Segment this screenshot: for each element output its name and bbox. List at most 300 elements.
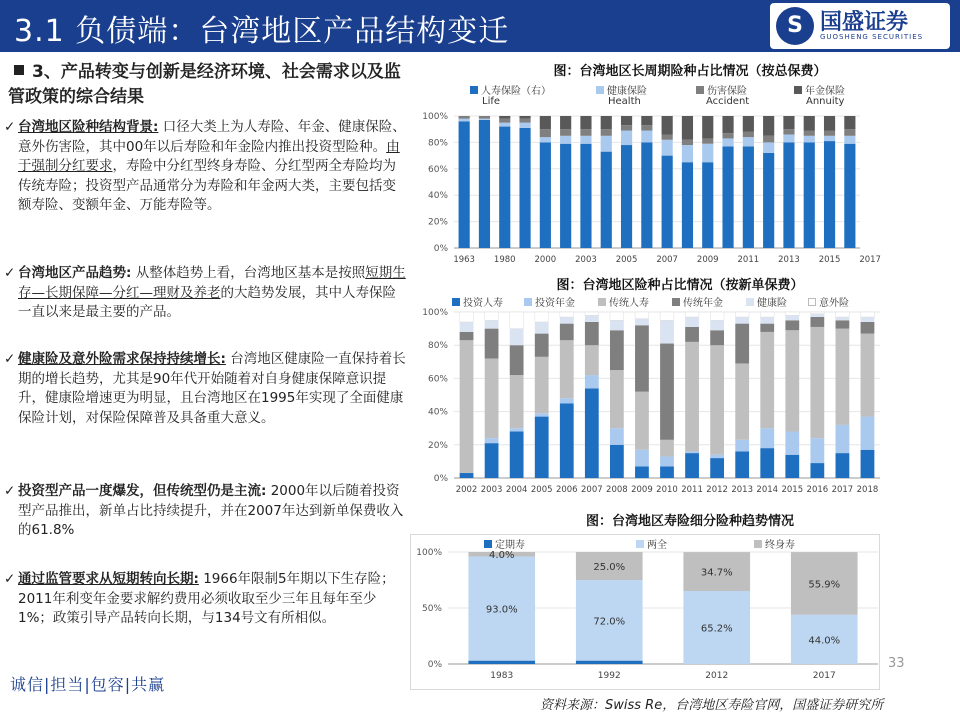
legend-item: 传统人寿 (598, 294, 649, 309)
bar-segment (722, 133, 733, 138)
bar-segment (485, 358, 499, 438)
bar-segment (468, 661, 535, 664)
legend-swatch (794, 86, 802, 94)
bar-segment (635, 312, 649, 319)
bar-segment (702, 138, 713, 143)
bar-segment (560, 116, 571, 129)
bar-segment (836, 317, 850, 320)
bar-segment (804, 136, 815, 143)
x-tick-label: 2009 (696, 255, 719, 265)
x-tick-label: 1983 (490, 671, 514, 681)
bar-segment (479, 119, 490, 120)
bar-segment (560, 317, 574, 324)
bar-segment (662, 134, 673, 139)
data-label: 72.0% (593, 616, 626, 628)
x-tick-label: 2018 (856, 485, 879, 495)
bar-segment (735, 440, 749, 452)
x-tick-label: 2014 (756, 485, 779, 495)
bar-segment (824, 141, 835, 248)
bar-segment (662, 116, 673, 134)
x-tick-label: 2012 (706, 485, 728, 495)
bar-segment (735, 324, 749, 364)
bar-segment (635, 466, 649, 478)
bar-segment (702, 162, 713, 248)
legend-swatch (746, 298, 754, 306)
source-note: 资料来源：Swiss Re，台湾地区寿险官网，国盛证券研究所 (540, 698, 884, 713)
bar-segment (735, 317, 749, 324)
bar-segment (560, 398, 574, 403)
check-icon: ✓ (4, 483, 16, 499)
legend-swatch (452, 298, 460, 306)
legend-en: Health (608, 96, 641, 107)
x-tick-label: 2005 (530, 485, 553, 495)
bar-segment (459, 119, 470, 122)
bar-segment (710, 312, 724, 320)
bar-segment (641, 142, 652, 248)
bar-segment (785, 432, 799, 455)
bar-segment (621, 116, 632, 125)
chart1-title: 图：台湾地区长周期险种占比情况（按总保费） (553, 64, 827, 79)
bar-segment (760, 448, 774, 478)
data-label: 34.7% (700, 567, 733, 579)
bullet-2-bold: 台湾地区产品趋势: (18, 265, 132, 281)
bar-segment (641, 116, 652, 125)
bar-segment (499, 123, 510, 127)
legend-item: 投资年金 (524, 294, 575, 309)
x-tick-label: 2000 (534, 255, 557, 265)
legend-item: 终身寿 (754, 536, 795, 551)
bar-segment (510, 312, 524, 329)
chart2-plot (420, 306, 880, 502)
y-tick-label: 20% (427, 217, 448, 228)
bar-segment (710, 320, 724, 330)
x-tick-label: 2005 (615, 255, 638, 265)
bar-segment (785, 320, 799, 330)
legend-item: 定期寿 (484, 536, 525, 551)
bar-segment (804, 116, 815, 131)
bar-segment (641, 131, 652, 143)
bar-segment (460, 312, 474, 322)
bar-segment (635, 319, 649, 326)
bar-segment (460, 322, 474, 332)
legend-item: 伤害保险 (696, 82, 747, 97)
bar-segment (540, 129, 551, 137)
x-tick-label: 2006 (555, 485, 578, 495)
bar-segment (861, 417, 875, 450)
bar-segment (510, 432, 524, 478)
x-tick-label: 2015 (818, 255, 841, 265)
y-tick-label: 100% (422, 112, 448, 122)
bar-segment (810, 327, 824, 438)
bar-segment (485, 320, 499, 328)
bar-segment (836, 453, 850, 478)
bar-segment (519, 128, 530, 248)
bar-segment (585, 315, 599, 322)
bullet-1 (4, 118, 406, 216)
x-tick-label: 2007 (656, 255, 678, 265)
x-tick-label: 1992 (597, 671, 621, 681)
check-icon: ✓ (4, 265, 16, 281)
bar-segment (499, 127, 510, 248)
bullet-3 (4, 350, 406, 428)
legend-en: Life (482, 96, 501, 107)
bar-segment (861, 317, 875, 322)
x-tick-label: 2010 (656, 485, 678, 495)
x-tick-label: 2008 (606, 485, 628, 495)
y-tick-label: 20% (427, 440, 448, 451)
bar-segment (662, 140, 673, 156)
legend-item: 两全 (636, 536, 667, 551)
bar-segment (760, 324, 774, 332)
bullet-1-text: 口径大类上为人寿险、年金、健康保险、意外伤害险，其中00年以后寿险和年金险内推出投资型险种。 (18, 119, 406, 155)
bar-segment (479, 116, 490, 119)
bar-segment (485, 438, 499, 443)
section-heading: 3、产品转变与创新是经济环境、社会需求以及监管政策的综合结果 (8, 62, 401, 107)
legend-item: 健康险 (746, 294, 787, 309)
legend-item: 意外险 (808, 294, 849, 309)
bar-segment (682, 145, 693, 162)
bar-segment (722, 116, 733, 133)
bar-segment (824, 116, 835, 131)
bar-segment (660, 466, 674, 478)
bar-segment (519, 116, 530, 119)
x-tick-label: 2013 (778, 255, 800, 265)
bar-segment (743, 146, 754, 248)
bar-segment (810, 314, 824, 317)
bar-segment (660, 440, 674, 457)
y-tick-label: 100% (422, 308, 448, 318)
chart2-title: 图：台湾地区险种占比情况（按新单保费） (556, 278, 804, 293)
bar-segment (702, 116, 713, 138)
bar-segment (660, 320, 674, 343)
x-tick-label: 2017 (812, 671, 836, 681)
bar-segment (783, 134, 794, 142)
bar-segment (660, 312, 674, 320)
data-label: 4.0% (489, 550, 515, 562)
bar-segment (535, 413, 549, 416)
bar-segment (662, 156, 673, 248)
data-label: 55.9% (808, 579, 841, 591)
x-tick-label: 2012 (705, 671, 729, 681)
bar-segment (844, 136, 855, 144)
bar-segment (635, 325, 649, 391)
bar-segment (641, 125, 652, 130)
bullet-4-bold: 投资型产品一度爆发，但传统型仍是主流: (18, 483, 267, 499)
bar-segment (685, 317, 699, 327)
legend-item: 传统年金 (672, 294, 723, 309)
bar-segment (601, 116, 612, 129)
bar-segment (682, 140, 693, 145)
bar-segment (510, 428, 524, 431)
bar-segment (763, 116, 774, 136)
data-label: 44.0% (808, 635, 841, 647)
y-tick-label: 60% (427, 374, 448, 385)
bar-segment (760, 317, 774, 324)
bar-segment (460, 340, 474, 473)
bar-segment (810, 312, 824, 314)
title-bar (0, 0, 960, 52)
bullet-1-text2: ，寿险中分红型终身寿险、分红型两全寿险均为传统寿险；投资型产品通常分为寿险和年金两大类，主要包括变额寿险、变额年金、万能寿险等。 (18, 158, 396, 213)
bar-segment (510, 329, 524, 346)
y-tick-label: 80% (427, 138, 448, 149)
bar-segment (585, 345, 599, 375)
bar-segment (535, 417, 549, 478)
bar-segment (621, 125, 632, 130)
legend-item: 健康保险 (596, 82, 647, 97)
bar-segment (836, 425, 850, 453)
bar-segment (685, 451, 699, 453)
bullet-5-text: 1966年限制5年期以下生存险；2011年利变年金要求解约费用必须收取至少三年且每年至少1%；政策引导产品转向长期，与134号文有所相似。 (18, 571, 395, 626)
logo-text: 国盛证券 (820, 10, 909, 35)
check-icon: ✓ (4, 571, 16, 587)
bar-segment (861, 312, 875, 317)
bar-segment (685, 453, 699, 478)
bar-segment (783, 116, 794, 129)
bar-segment (560, 340, 574, 398)
bar-segment (844, 144, 855, 248)
bar-segment (710, 330, 724, 345)
bar-segment (702, 144, 713, 162)
chart3-title: 图：台湾地区寿险细分险种趋势情况 (585, 514, 794, 529)
bar-segment (635, 392, 649, 450)
x-tick-label: 2002 (455, 485, 478, 495)
legend-swatch (524, 298, 532, 306)
bullet-4-text: 2000年以后随着投资型产品推出，新单占比持续提升，并在2007年达到新单保费收入的61.8% (18, 483, 404, 538)
bar-segment (560, 129, 571, 136)
bar-segment (560, 144, 571, 248)
bar-segment (760, 332, 774, 428)
bar-segment (804, 131, 815, 136)
bar-segment (710, 345, 724, 455)
bar-segment (743, 132, 754, 137)
bar-segment (685, 327, 699, 342)
bar-segment (785, 315, 799, 320)
bar-segment (810, 317, 824, 327)
bar-segment (621, 145, 632, 248)
bar-segment (610, 330, 624, 370)
y-tick-label: 0% (427, 660, 442, 670)
x-tick-label: 2004 (505, 485, 528, 495)
bar-segment (510, 375, 524, 428)
chart1-legend (470, 82, 950, 110)
bar-segment (519, 119, 530, 123)
bar-segment (760, 428, 774, 448)
bar-segment (763, 142, 774, 153)
y-tick-label: 40% (427, 191, 448, 202)
y-tick-label: 50% (421, 604, 442, 614)
bar-segment (635, 450, 649, 467)
bar-segment (460, 332, 474, 340)
x-tick-label: 2017 (859, 255, 881, 265)
bar-segment (660, 344, 674, 440)
bar-segment (861, 322, 875, 334)
logo-mark-icon: S (776, 7, 814, 45)
x-tick-label: 2007 (581, 485, 603, 495)
bar-segment (585, 375, 599, 388)
page-number: 33 (888, 656, 905, 671)
bar-segment (499, 116, 510, 119)
x-tick-label: 2011 (737, 255, 760, 265)
bar-segment (485, 329, 499, 359)
bar-segment (610, 428, 624, 445)
bar-segment (735, 312, 749, 317)
y-tick-label: 60% (427, 164, 448, 175)
chart3-plot (410, 540, 880, 690)
bar-segment (499, 119, 510, 123)
bar-segment (824, 136, 835, 141)
page-title: 3.1 负债端：台湾地区产品结构变迁 (14, 14, 510, 49)
bar-segment (682, 162, 693, 248)
x-tick-label: 2003 (575, 255, 597, 265)
bar-segment (844, 116, 855, 129)
bar-segment (660, 456, 674, 466)
bar-segment (601, 152, 612, 248)
bar-segment (722, 138, 733, 146)
bar-segment (783, 142, 794, 248)
y-tick-label: 0% (433, 244, 448, 254)
bar-segment (540, 137, 551, 142)
legend-item: 人寿保险（右） (470, 82, 551, 97)
legend-en: Accident (706, 96, 750, 107)
legend-item: 年金保险 (794, 82, 845, 97)
bar-segment (580, 144, 591, 248)
bar-segment (610, 312, 624, 320)
legend-swatch (596, 86, 604, 94)
bar-segment (479, 120, 490, 248)
x-tick-label: 2015 (781, 485, 804, 495)
y-tick-label: 40% (427, 407, 448, 418)
x-tick-label: 2011 (681, 485, 703, 495)
bar-segment (560, 136, 571, 144)
bar-segment (535, 312, 549, 322)
bar-segment (836, 329, 850, 425)
legend-swatch (470, 86, 478, 94)
bar-segment (735, 363, 749, 439)
company-logo (770, 3, 950, 49)
bar-segment (785, 330, 799, 431)
bar-segment (836, 320, 850, 328)
bar-segment (785, 312, 799, 315)
bar-segment (785, 455, 799, 478)
bar-segment (460, 473, 474, 478)
bar-segment (621, 131, 632, 146)
bar-segment (519, 123, 530, 128)
bullet-3-text: 台湾地区健康险一直保持着长期的增长趋势，尤其是90年代开始随着对自身健康保障意识提升，健康险增速更为明显，且台湾地区在1995年实现了全面健康保险计划，对保险保障普及具备重大意义。 (18, 351, 406, 426)
bar-segment (585, 312, 599, 315)
bar-segment (485, 312, 499, 320)
y-tick-label: 80% (427, 341, 448, 352)
chart1-plot (420, 110, 881, 270)
bar-segment (535, 334, 549, 357)
bar-segment (861, 334, 875, 417)
bar-segment (535, 322, 549, 334)
bar-segment (710, 458, 724, 478)
bar-segment (560, 312, 574, 317)
bar-segment (810, 438, 824, 463)
bullet-1-underline: 由于强制分红要求 (18, 138, 400, 174)
bar-segment (861, 450, 875, 478)
check-icon: ✓ (4, 119, 16, 135)
bar-segment (804, 142, 815, 248)
bar-segment (682, 116, 693, 140)
bar-segment (580, 129, 591, 136)
text-panel (0, 54, 408, 720)
square-bullet-icon (14, 65, 24, 75)
bar-segment (735, 451, 749, 478)
bar-segment (610, 370, 624, 428)
bar-segment (810, 463, 824, 478)
x-tick-label: 2016 (806, 485, 829, 495)
bullet-5-bold: 通过监管要求从短期转向长期: (18, 571, 199, 587)
bar-segment (710, 455, 724, 458)
y-tick-label: 100% (416, 548, 442, 558)
bar-segment (685, 312, 699, 317)
bar-segment (743, 116, 754, 132)
legend-swatch (808, 298, 816, 306)
bar-segment (763, 136, 774, 143)
bullet-2-underline: 短期生存—长期保障—分红—理财及养老 (18, 265, 406, 301)
data-label: 93.0% (485, 604, 518, 616)
bar-segment (610, 445, 624, 478)
data-label: 65.2% (700, 623, 733, 635)
bar-segment (535, 357, 549, 413)
bullet-3-bold: 健康险及意外险需求保持持续增长: (18, 351, 226, 367)
legend-item: 投资人寿 (452, 294, 503, 309)
bullet-2 (4, 264, 406, 323)
bar-segment (722, 146, 733, 248)
bar-segment (459, 116, 470, 119)
x-tick-label: 2017 (831, 485, 854, 495)
bar-segment (580, 116, 591, 129)
legend-swatch (672, 298, 680, 306)
bullet-2-text: 从整体趋势上看，台湾地区基本是按照 (135, 265, 366, 281)
bar-segment (824, 131, 835, 136)
bar-segment (601, 129, 612, 136)
x-tick-label: 2013 (731, 485, 753, 495)
bar-segment (610, 320, 624, 330)
bar-segment (844, 129, 855, 136)
bar-segment (836, 312, 850, 317)
x-tick-label: 1980 (493, 255, 516, 265)
bar-segment (560, 324, 574, 341)
bullet-1-bold: 台湾地区险种结构背景: (18, 119, 159, 135)
data-label: 25.0% (593, 562, 626, 573)
bar-segment (576, 661, 643, 664)
legend-swatch (696, 86, 704, 94)
bar-segment (601, 136, 612, 152)
bar-segment (485, 443, 499, 478)
legend-swatch (598, 298, 606, 306)
bar-segment (685, 342, 699, 452)
logo-subtext: GUOSHENG SECURITIES (820, 33, 924, 41)
x-tick-label: 2003 (480, 485, 503, 495)
bar-segment (743, 137, 754, 146)
bar-segment (510, 345, 524, 375)
bar-segment (783, 129, 794, 134)
bar-segment (763, 153, 774, 248)
legend-en: Annuity (806, 96, 845, 107)
bar-segment (760, 312, 774, 317)
bullet-5 (4, 570, 406, 629)
bar-segment (560, 403, 574, 478)
x-tick-label: 1963 (453, 255, 475, 265)
bar-segment (585, 388, 599, 478)
bar-segment (459, 121, 470, 248)
slogan: 诚信|担当|包容|共赢 (10, 675, 166, 694)
check-icon: ✓ (4, 351, 16, 367)
bullet-2-text2: 的大趋势发展，其中人寿保险一直以来是最主要的产品。 (18, 284, 396, 320)
x-tick-label: 2009 (631, 485, 653, 495)
